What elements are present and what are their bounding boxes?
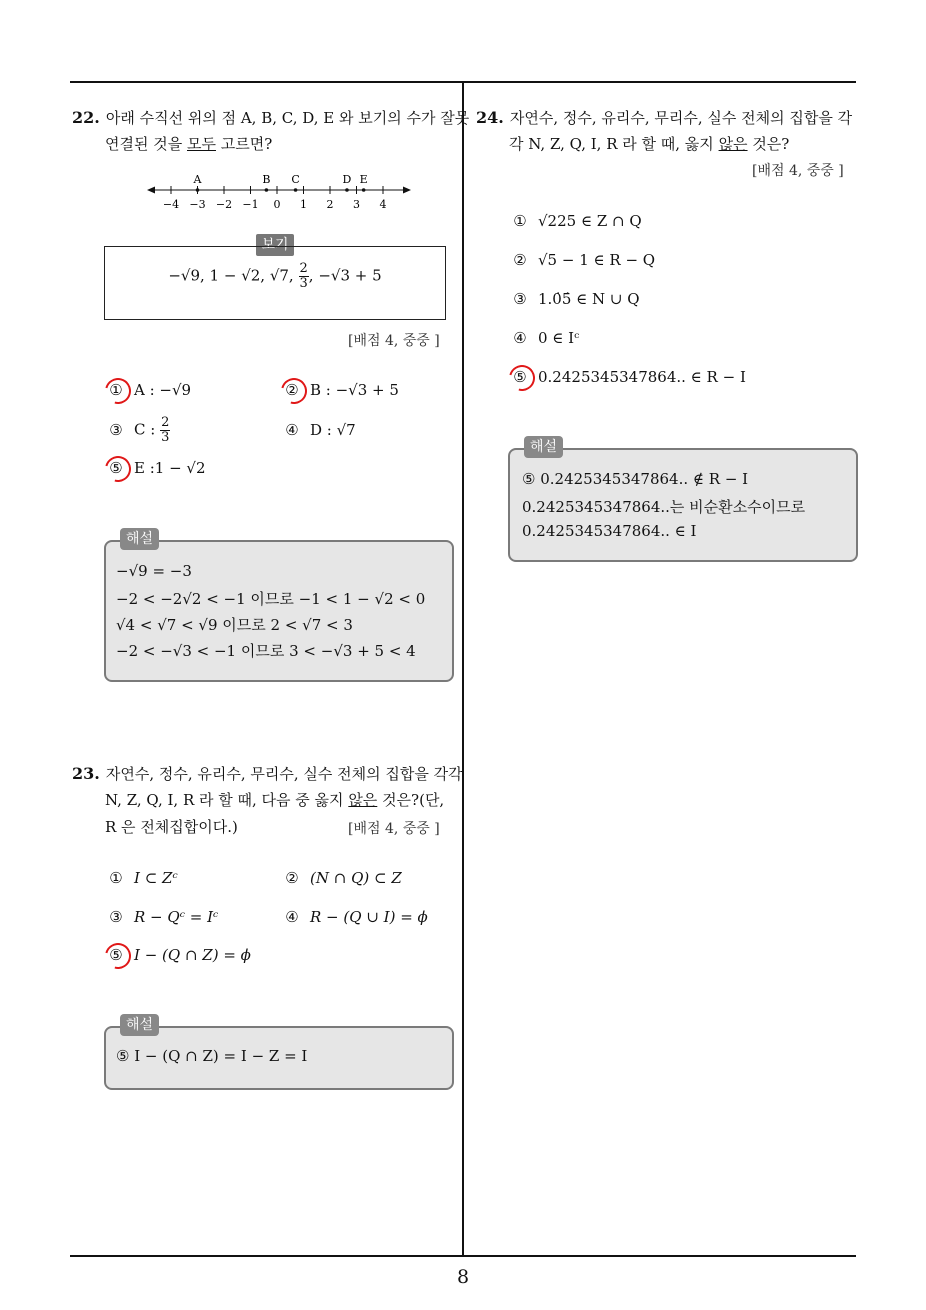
number-line-tick-label: −4 (162, 198, 180, 211)
number-line (145, 168, 415, 214)
q22-number: 22. (72, 108, 100, 127)
page-number: 8 (456, 1266, 470, 1288)
column-divider (462, 81, 464, 1257)
q22-option-4[interactable]: ④ D : √7 (285, 421, 356, 439)
q23-option-1[interactable]: ① I ⊂ Zᶜ (109, 869, 178, 887)
q22-line2: 연결된 것을 모두 고르면? (105, 135, 273, 153)
q22-option-3[interactable]: ③ C : $\frac{2}{3}$ (109, 415, 170, 445)
number-line-point-label: C (291, 173, 300, 186)
left-arrow-icon (147, 187, 155, 194)
q22-score: [배점 4, 중중 ] (348, 333, 440, 349)
q22-solution-line: −√9 = −3 (116, 562, 192, 580)
q24-solution-line: 0.2425345347864..는 비순환소수이므로 (522, 498, 806, 516)
q24-option-1[interactable]: ① √225 ∈ Z ∩ Q (513, 212, 642, 230)
q23-line2: N, Z, Q, I, R 라 할 때, 다음 중 옳지 않은 것은?(단, (105, 791, 445, 809)
q23-solution-label: 해설 (120, 1014, 159, 1036)
number-line-point-label: E (359, 173, 368, 186)
q23-score: [배점 4, 중중 ] (348, 821, 440, 837)
q24-option-2[interactable]: ② √5 − 1 ∈ R − Q (513, 251, 656, 269)
number-line-point (345, 188, 349, 192)
bogi-label: 보기 (256, 234, 294, 256)
number-line-tick-label: 3 (353, 198, 360, 211)
q24-option-4[interactable]: ④ 0 ∈ Iᶜ (513, 329, 580, 347)
q22-option-2[interactable]: ② B : −√3 + 5 (285, 381, 399, 399)
q24-line1: 24. 자연수, 정수, 유리수, 무리수, 실수 전체의 집합을 각 (476, 108, 853, 127)
q22-line1: 22. 아래 수직선 위의 점 A, B, C, D, E 와 보기의 수가 잘못 (72, 108, 470, 127)
bogi-numbers: −√9, 1 − √2, √7, $\frac{2}{3}$ , −√3 + 5 (168, 261, 382, 291)
q23-line1: 23. 자연수, 정수, 유리수, 무리수, 실수 전체의 집합을 각각 (72, 764, 463, 783)
q22-option-5[interactable]: ⑤ E :1 − √2 (109, 459, 206, 477)
number-line-tick-label: 4 (379, 198, 387, 211)
q22-solution-label: 해설 (120, 528, 159, 550)
number-line-point-label: A (193, 173, 202, 186)
number-line-point (265, 188, 269, 192)
number-line-tick-label: 1 (300, 198, 307, 211)
q24-number: 24. (476, 108, 504, 127)
q24-line2: 각 N, Z, Q, I, R 라 할 때, 옳지 않은 것은? (509, 135, 790, 153)
number-line-point-label: B (262, 173, 271, 186)
number-line-tick-label: −1 (242, 198, 259, 211)
number-line-tick-label: 0 (273, 198, 281, 211)
q24-score: [배점 4, 중중 ] (752, 163, 844, 179)
q23-line3: R 은 전체집합이다.) (105, 818, 238, 836)
q23-option-2[interactable]: ② (N ∩ Q) ⊂ Z (285, 869, 402, 887)
q23-number: 23. (72, 764, 100, 783)
number-line-point-label: D (342, 173, 352, 186)
bottom-rule (70, 1255, 856, 1257)
q24-solution-label: 해설 (524, 436, 563, 458)
number-line-tick-label: −2 (215, 198, 233, 211)
q24-solution-line: 0.2425345347864.. ∈ I (522, 522, 697, 540)
number-line-point (196, 188, 200, 192)
q24-option-5[interactable]: ⑤ 0.2425345347864.. ∈ R − I (513, 368, 746, 386)
q23-option-5[interactable]: ⑤ I − (Q ∩ Z) = ϕ (109, 946, 251, 964)
q24-option-3[interactable]: ③ 1.0̇5̇ ∈ N ∪ Q (513, 290, 640, 308)
q22-option-1[interactable]: ① A : −√9 (109, 381, 192, 399)
right-arrow-icon (403, 187, 411, 194)
number-line-point (294, 188, 298, 192)
number-line-point (362, 188, 366, 192)
q24-solution-line: ⑤ 0.2425345347864.. ∉ R − I (522, 470, 749, 488)
number-line-tick-label: 2 (326, 198, 334, 211)
q22-solution-line: −2 < −√3 < −1 이므로 3 < −√3 + 5 < 4 (116, 642, 416, 660)
q23-option-3[interactable]: ③ R − Qᶜ = Iᶜ (109, 908, 219, 926)
number-line-tick-label: −3 (189, 198, 206, 211)
q22-solution-line: −2 < −2√2 < −1 이므로 −1 < 1 − √2 < 0 (116, 590, 426, 608)
q23-option-4[interactable]: ④ R − (Q ∪ I) = ϕ (285, 908, 428, 926)
bogi-fraction: $\frac{2}{3}$ (299, 261, 308, 291)
q23-solution-line: ⑤ I − (Q ∩ Z) = I − Z = I (116, 1047, 308, 1065)
q22-solution-line: √4 < √7 < √9 이므로 2 < √7 < 3 (116, 616, 353, 634)
